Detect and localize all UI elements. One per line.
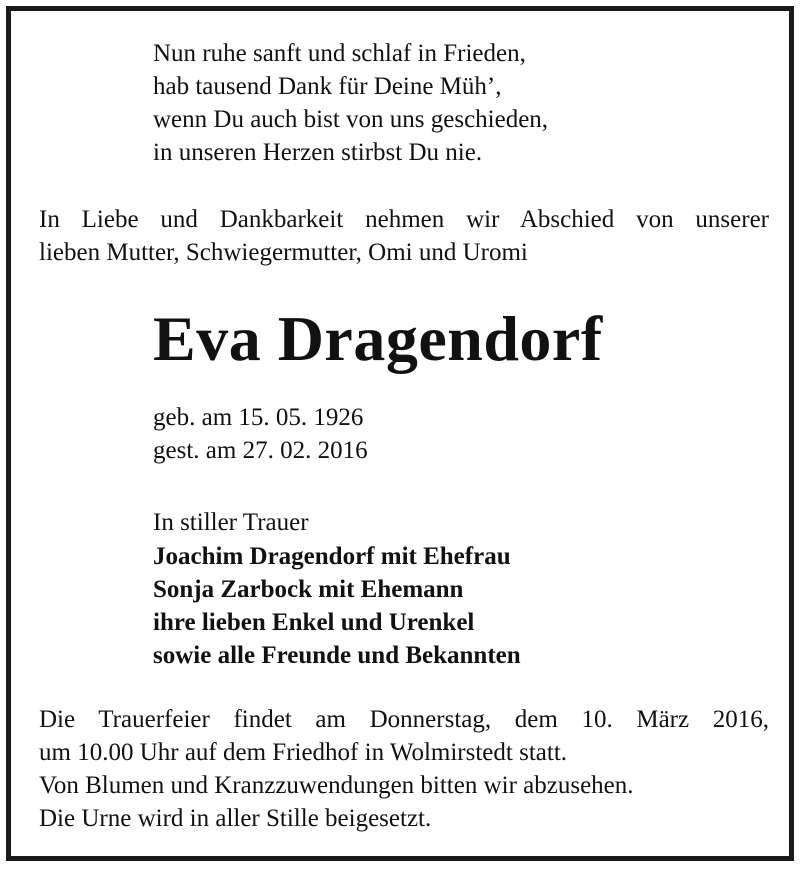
mourner-name: Joachim Dragendorf mit Ehefrau xyxy=(153,543,511,570)
closing-line: um 10.00 Uhr auf dem Friedhof in Wolmirstedt statt. xyxy=(39,739,568,766)
closing-line: Die Trauerfeier findet am Donnerstag, dem 10. März 2016, xyxy=(39,706,769,733)
deceased-name: Eva Dragendorf xyxy=(153,303,603,374)
intro-line: In Liebe und Dankbarkeit nehmen wir Abschied von unserer xyxy=(39,206,769,233)
closing-line: Von Blumen und Kranzzuwendungen bitten wir abzusehen. xyxy=(39,772,634,799)
mourner-name: sowie alle Freunde und Bekannten xyxy=(153,642,521,669)
intro-line: lieben Mutter, Schwiegermutter, Omi und Uromi xyxy=(39,239,528,266)
closing-line: Die Urne wird in aller Stille beigesetzt. xyxy=(39,805,432,832)
mourner-name: Sonja Zarbock mit Ehemann xyxy=(153,576,464,603)
poem-line: in unseren Herzen stirbst Du nie. xyxy=(153,139,483,166)
mourners-heading: In stiller Trauer xyxy=(153,509,309,536)
poem-line: hab tausend Dank für Deine Müh’, xyxy=(153,73,502,100)
obituary-frame xyxy=(6,6,794,861)
birth-date: geb. am 15. 05. 1926 xyxy=(153,404,364,431)
death-date: gest. am 27. 02. 2016 xyxy=(153,437,368,464)
poem-line: wenn Du auch bist von uns geschieden, xyxy=(153,106,549,133)
mourner-name: ihre lieben Enkel und Urenkel xyxy=(153,609,475,636)
poem-line: Nun ruhe sanft und schlaf in Frieden, xyxy=(153,40,526,67)
